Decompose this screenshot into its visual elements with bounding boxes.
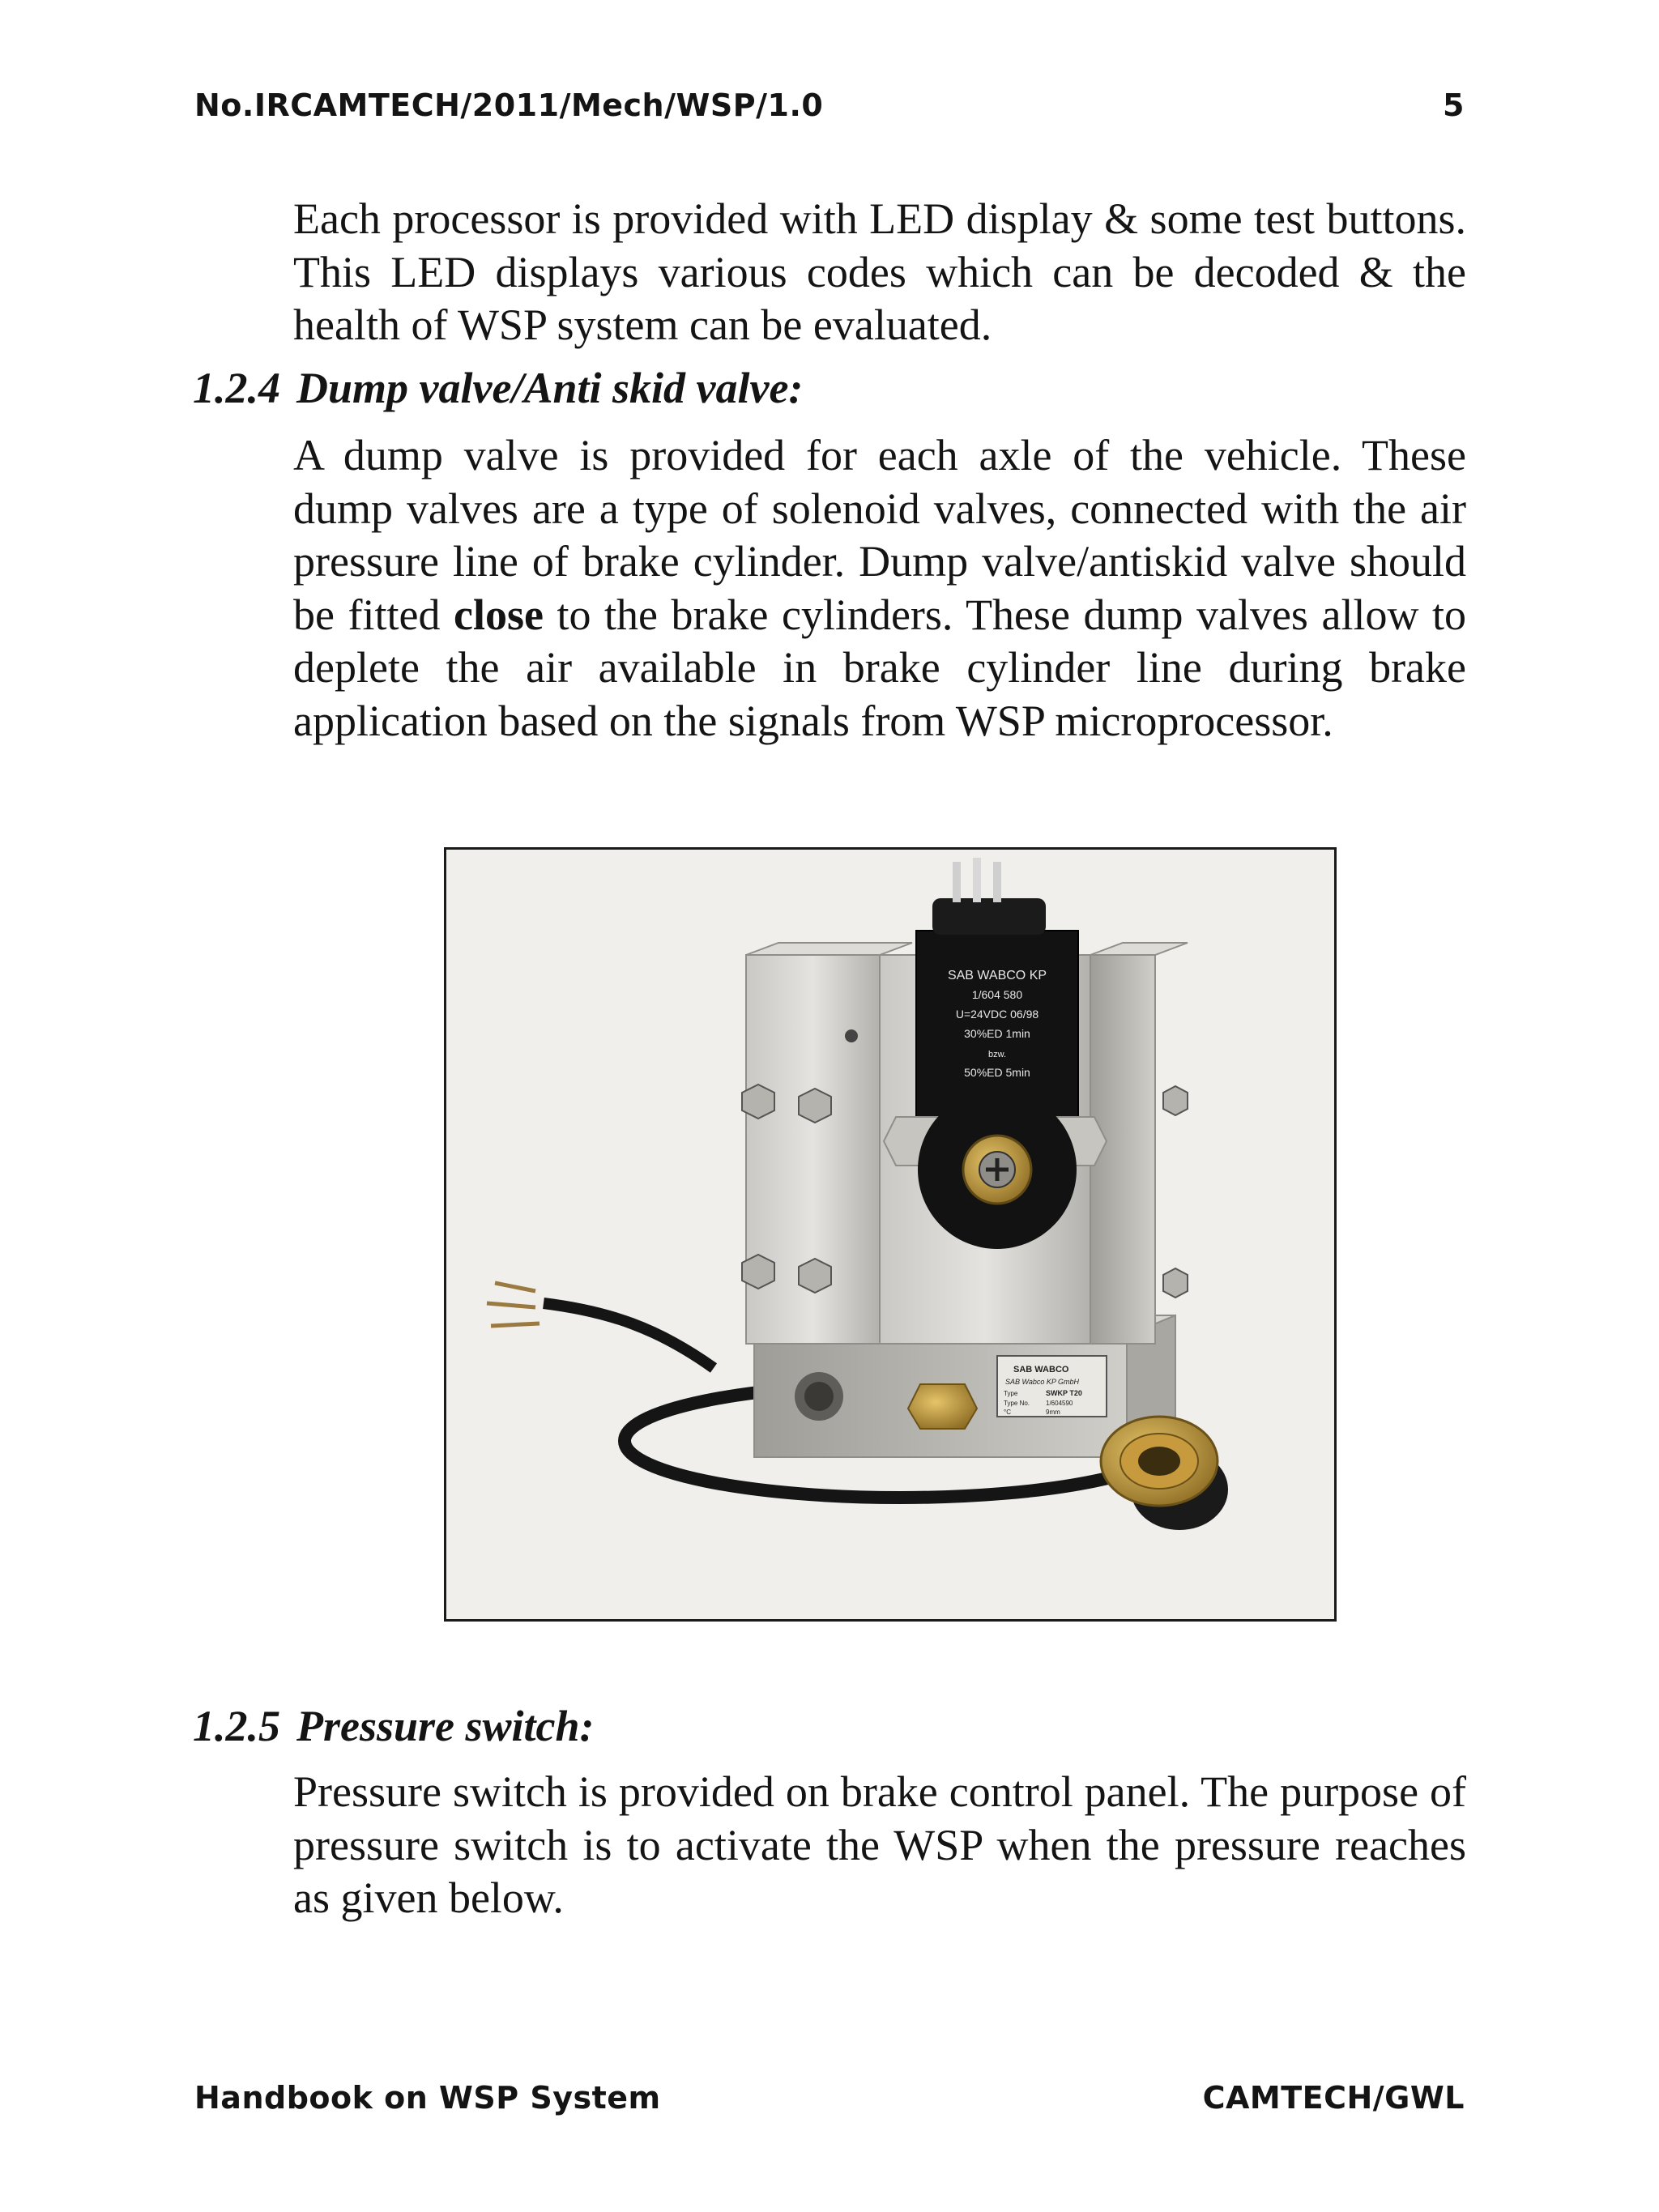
coil-label-or: bzw. xyxy=(987,1050,1007,1059)
plate-temp-label: °C xyxy=(1004,1409,1011,1416)
document-id: No.IRCAMTECH/2011/Mech/WSP/1.0 xyxy=(194,87,824,123)
plate-size-value: 9mm xyxy=(1046,1409,1060,1416)
page-number: 5 xyxy=(1443,87,1465,123)
pressure-switch-paragraph: Pressure switch is provided on brake control panel. The purpose of pressure switch is to activate the WSP when the pressure reaches as given below. xyxy=(293,1767,1466,1922)
footer-title: Handbook on WSP System xyxy=(194,2080,661,2116)
plate-type-value: SWKP T20 xyxy=(1046,1389,1082,1397)
section-number: 1.2.5 xyxy=(193,1702,280,1750)
coil-label-part: 1/604 580 xyxy=(971,988,1023,1001)
paragraph-text: to the brake cylinders. These dump valves allow to deplete the air available in brake cylinder line during brake application based on the signals from WSP microprocessor. xyxy=(293,590,1466,745)
coil-label-voltage: U=24VDC 06/98 xyxy=(955,1008,1039,1021)
plate-typeno-value: 1/604590 xyxy=(1046,1400,1073,1407)
coil-label-duty2: 50%ED 5min xyxy=(964,1066,1030,1079)
coil-label-duty1: 30%ED 1min xyxy=(964,1027,1030,1040)
section-title: Dump valve/Anti skid valve: xyxy=(296,364,804,412)
section-heading-dump-valve xyxy=(193,362,803,415)
plate-brand: SAB WABCO xyxy=(1013,1365,1069,1375)
section-title: Pressure switch: xyxy=(296,1702,595,1750)
plate-maker: SAB Wabco KP GmbH xyxy=(1005,1378,1080,1386)
section-heading-pressure-switch xyxy=(193,1700,595,1753)
intro-paragraph: Each processor is provided with LED display & some test buttons. This LED displays various codes which can be decoded & the health of WSP system can be evaluated. xyxy=(293,194,1466,349)
coil-label-brand: SAB WABCO KP xyxy=(947,969,1047,982)
plate-typeno-label: Type No. xyxy=(1004,1400,1030,1407)
dump-valve-photo xyxy=(444,847,1337,1622)
emphasis-close: close xyxy=(454,590,544,639)
footer-org: CAMTECH/GWL xyxy=(1202,2080,1465,2116)
section-number: 1.2.4 xyxy=(193,364,280,412)
paragraph-text: A dump valve is provided for each axle of the vehicle. These dump valves are a type of solenoid valves, connected with the air pressure line of brake cylinder. Dump valve/antiskid valve should be fitted xyxy=(293,431,1466,639)
dump-valve-illustration xyxy=(446,850,1334,1619)
plate-type-label: Type xyxy=(1004,1390,1018,1397)
dump-valve-paragraph xyxy=(293,429,1466,748)
